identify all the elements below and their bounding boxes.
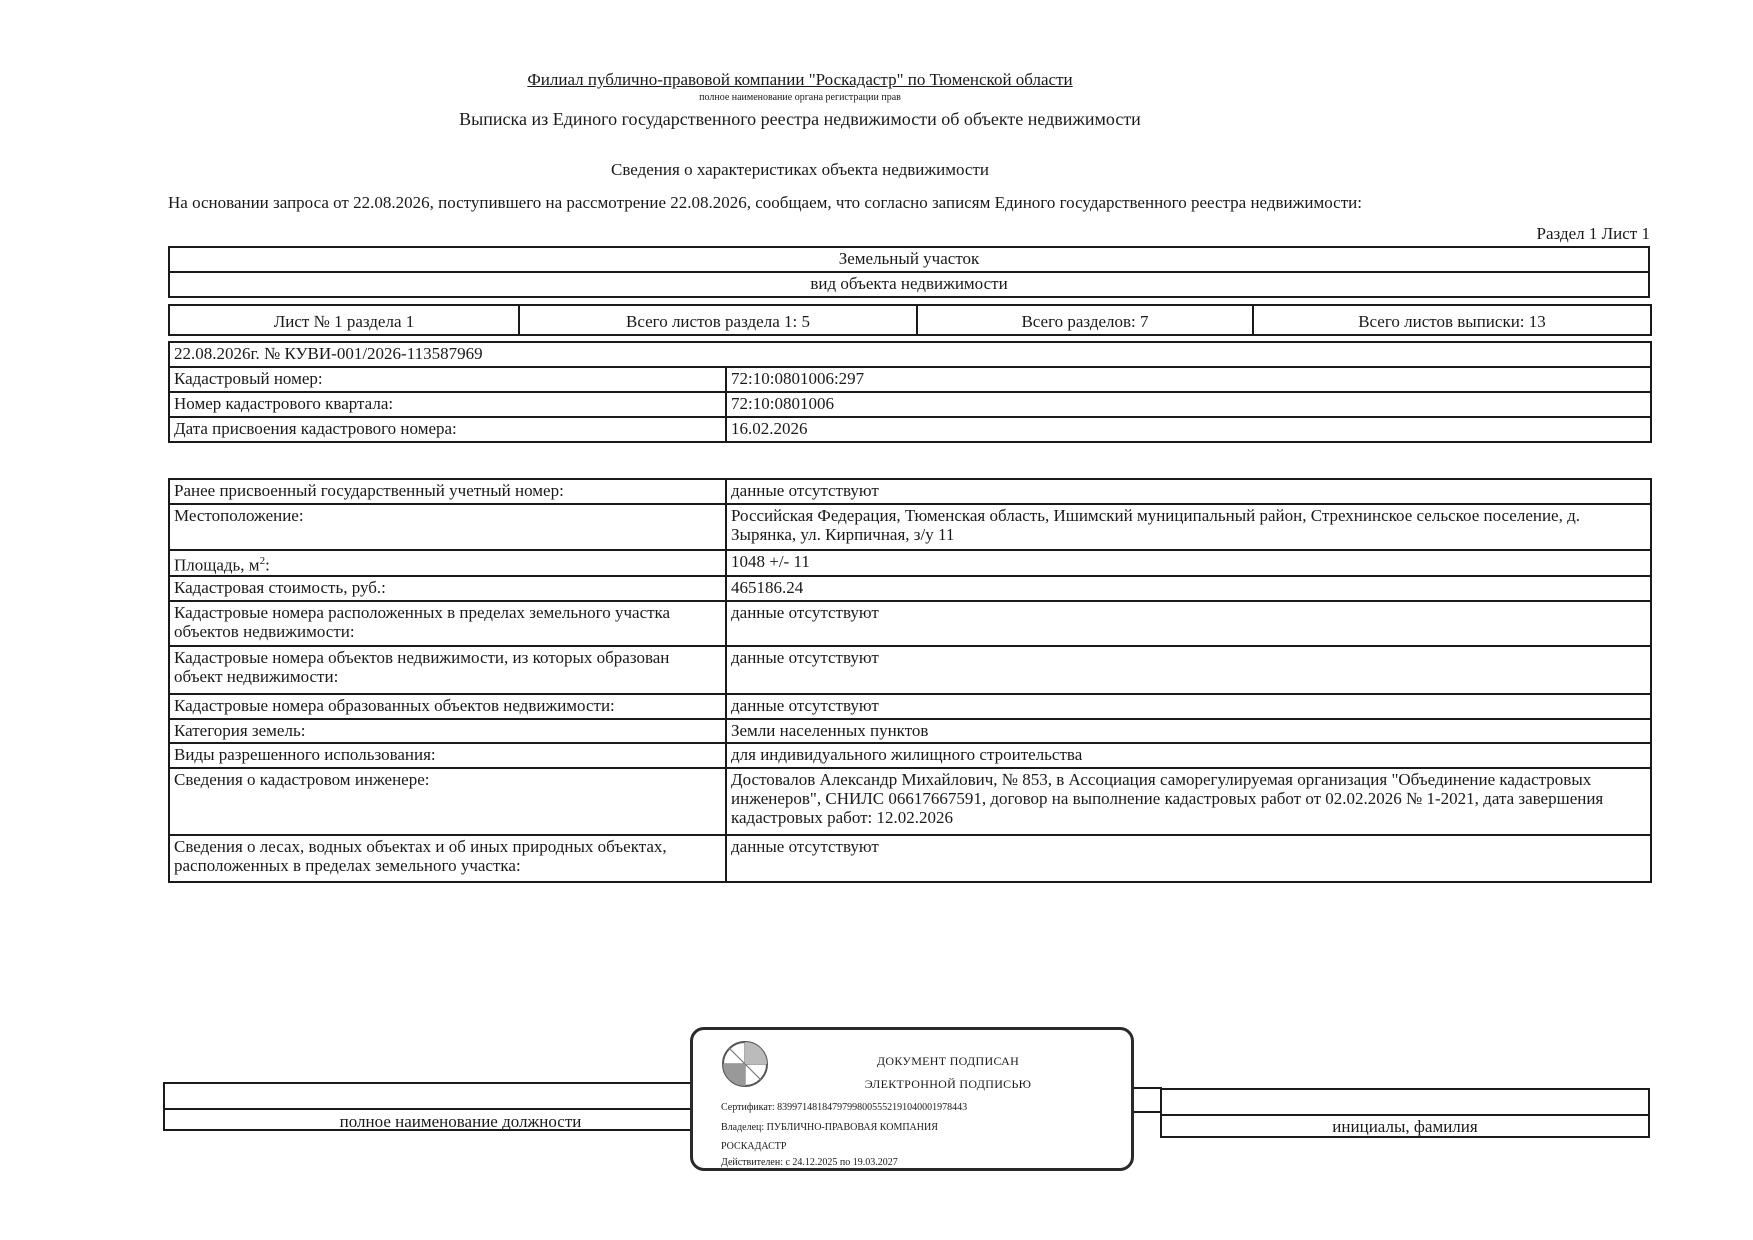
- row-value: Земли населенных пунктов: [726, 719, 1651, 743]
- position-caption: полное наименование должности: [339, 1112, 582, 1131]
- row-label: Ранее присвоенный государственный учетный номер:: [169, 479, 726, 504]
- section-title: Сведения о характеристиках объекта недвижимости: [611, 160, 989, 179]
- row-value: данные отсутствуют: [726, 601, 1651, 646]
- details-table: [168, 478, 1652, 883]
- sheets-table: [168, 304, 1652, 336]
- row-value: 72:10:0801006: [726, 392, 1651, 417]
- row-label: Номер кадастрового квартала:: [169, 392, 726, 417]
- row-value: данные отсутствуют: [726, 646, 1651, 694]
- stamp-owner: Владелец: ПУБЛИЧНО-ПРАВОВАЯ КОМПАНИЯ: [721, 1122, 938, 1133]
- object-type-table: [168, 246, 1650, 298]
- row-label: Дата присвоения кадастрового номера:: [169, 417, 726, 442]
- total-sheets-section: Всего листов раздела 1: 5: [519, 305, 917, 335]
- table-row: [169, 719, 1651, 743]
- row-value: Достовалов Александр Михайлович, № 853, в Ассоциация саморегулируемая организация "Объединение кадастровых инженеров", СНИЛС 06617667591, договор на выполнение кадастровых работ от 02.02.2026 № 1-2021, дата завершения кадастровых работ: 12.02.2026: [726, 768, 1651, 835]
- table-row: [169, 743, 1651, 768]
- name-caption: инициалы, фамилия: [1332, 1117, 1478, 1136]
- row-value: 1048 +/- 11: [726, 550, 1651, 576]
- table-row: [169, 392, 1651, 417]
- row-value: 465186.24: [726, 576, 1651, 601]
- row-label: Кадастровые номера расположенных в пределах земельного участка объектов недвижимости:: [169, 601, 726, 646]
- row-label: Категория земель:: [169, 719, 726, 743]
- rosreestr-logo-icon: [721, 1040, 769, 1088]
- table-row: [169, 417, 1651, 442]
- row-value: для индивидуального жилищного строительства: [726, 743, 1651, 768]
- row-value: 72:10:0801006:297: [726, 367, 1651, 392]
- row-label: Площадь, $м^2$:: [169, 550, 726, 576]
- document-number: 22.08.2026г. № КУВИ-001/2026-113587969: [169, 342, 1651, 367]
- stamp-certificate: Сертификат: 83997148184797998005552191040001978443: [721, 1102, 968, 1113]
- sheet-number: Лист № 1 раздела 1: [169, 305, 519, 335]
- document-title: Выписка из Единого государственного реестра недвижимости об объекте недвижимости: [459, 109, 1141, 129]
- row-label: Кадастровые номера образованных объектов недвижимости:: [169, 694, 726, 719]
- stamp-subtitle: ЭЛЕКТРОННОЙ ПОДПИСЬЮ: [864, 1077, 1032, 1091]
- org-caption: полное наименование органа регистрации прав: [699, 92, 901, 103]
- row-label: Сведения о лесах, водных объектах и об иных природных объектах, расположенных в пределах земельного участка:: [169, 835, 726, 882]
- table-row: [169, 479, 1651, 504]
- total-sheets-extract: Всего листов выписки: 13: [1253, 305, 1651, 335]
- object-type: Земельный участок: [169, 247, 1649, 272]
- table-row: [169, 367, 1651, 392]
- row-label: Сведения о кадастровом инженере:: [169, 768, 726, 835]
- stamp-title: ДОКУМЕНТ ПОДПИСАН: [876, 1054, 1020, 1068]
- object-type-caption: вид объекта недвижимости: [169, 272, 1649, 297]
- stamp-validity: Действителен: с 24.12.2025 по 19.03.2027: [721, 1157, 898, 1168]
- row-label: Кадастровый номер:: [169, 367, 726, 392]
- row-label: Виды разрешенного использования:: [169, 743, 726, 768]
- row-label: Местоположение:: [169, 504, 726, 550]
- table-row: [169, 768, 1651, 835]
- row-value: Российская Федерация, Тюменская область, Ишимский муниципальный район, Стрехнинское сельское поселение, д. Зырянка, ул. Кирпичная, з/у 11: [726, 504, 1651, 550]
- row-value: данные отсутствуют: [726, 694, 1651, 719]
- electronic-signature-stamp: [690, 1027, 1134, 1171]
- row-value: данные отсутствуют: [726, 479, 1651, 504]
- row-value: 16.02.2026: [726, 417, 1651, 442]
- stamp-owner-name: РОСКАДАСТР: [721, 1141, 787, 1152]
- row-label: Кадастровые номера объектов недвижимости, из которых образован объект недвижимости:: [169, 646, 726, 694]
- row-label: Кадастровая стоимость, руб.:: [169, 576, 726, 601]
- intro-text: На основании запроса от 22.08.2026, поступившего на рассмотрение 22.08.2026, сообщаем, что согласно записям Единого государственного реестра недвижимости:: [168, 193, 1362, 212]
- table-row: [169, 550, 1651, 576]
- cadastral-table: [168, 341, 1652, 443]
- page-label: Раздел 1 Лист 1: [1536, 224, 1650, 243]
- table-row: [169, 694, 1651, 719]
- row-value: данные отсутствуют: [726, 835, 1651, 882]
- table-row: [169, 835, 1651, 882]
- total-sections: Всего разделов: 7: [917, 305, 1253, 335]
- org-name: Филиал публично-правовой компании "Роскадастр" по Тюменской области: [527, 70, 1073, 89]
- table-row: [169, 504, 1651, 550]
- table-row: [169, 646, 1651, 694]
- table-row: [169, 576, 1651, 601]
- table-row: [169, 601, 1651, 646]
